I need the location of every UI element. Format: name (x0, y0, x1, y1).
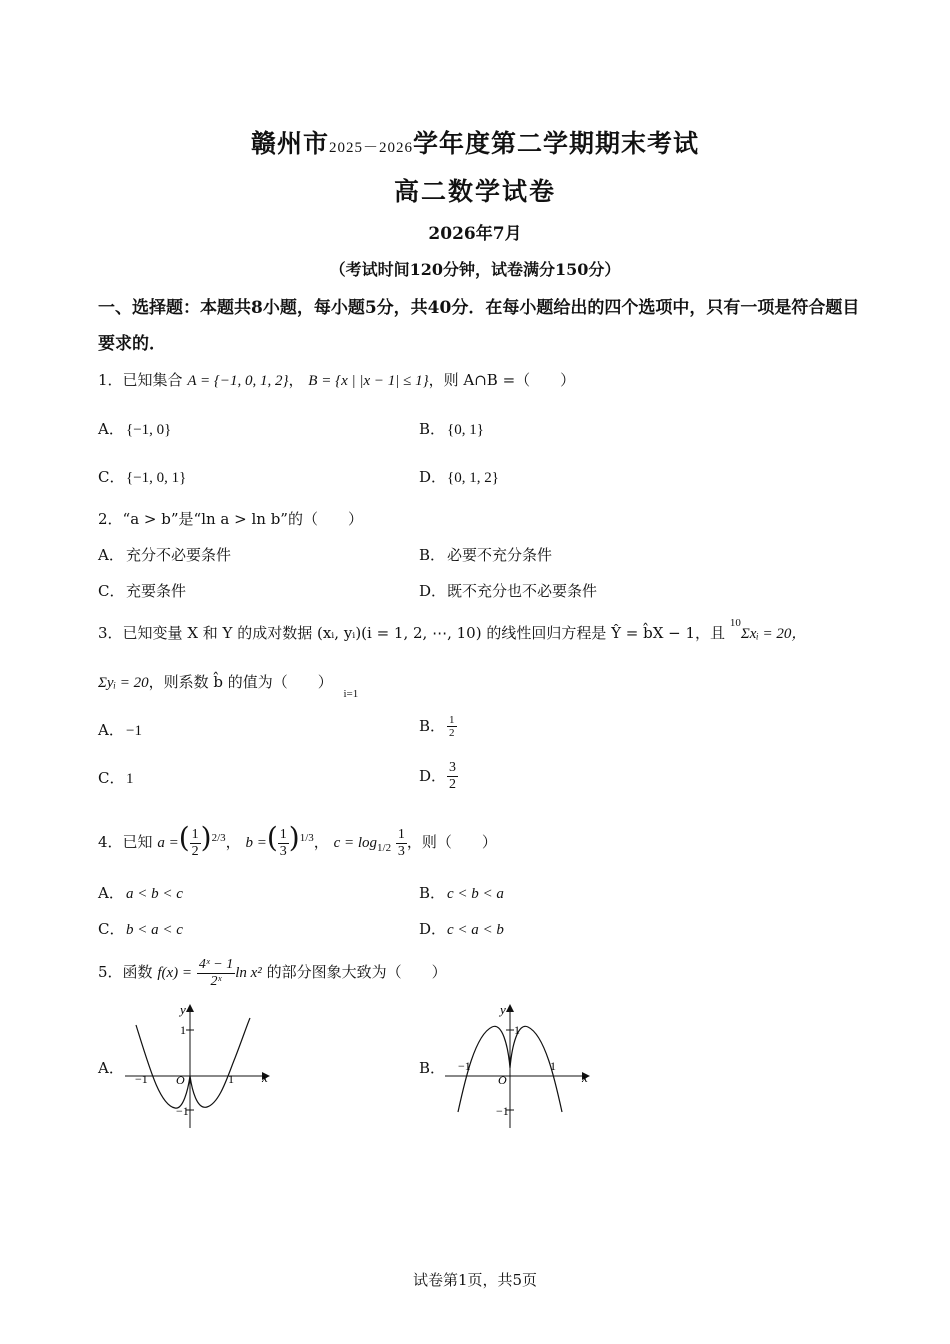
tick-label: 1 (180, 1023, 186, 1037)
q2-text: “a > b”是“ln a > ln b”的（ ） (122, 510, 363, 528)
exam-title (0, 124, 950, 160)
option-text: {0, 1} (447, 422, 484, 438)
q1-post: ，则 A∩B =（ ） (428, 371, 576, 389)
tick-label: −1 (458, 1059, 471, 1073)
tick-label: −1 (176, 1104, 189, 1118)
q5-graph-a[interactable] (120, 1000, 280, 1135)
q4-c-eq: c = log (333, 835, 378, 851)
q4-b-exp: 1/3 (299, 832, 314, 844)
option-label: A． (98, 1059, 124, 1077)
q5-post: 的部分图象大致为（ ） (261, 963, 447, 981)
option-label: B． (419, 420, 446, 438)
q1-option-d[interactable] (419, 466, 499, 489)
numerator: 1 (449, 714, 455, 726)
option-text: 1 (126, 771, 134, 787)
numerator: 3 (449, 760, 456, 775)
tick-label: 1 (514, 1023, 520, 1037)
q4-option-b[interactable] (419, 882, 504, 905)
title-years: 2025－2026 (328, 140, 413, 156)
question-1 (98, 369, 575, 392)
comma: ， (225, 833, 241, 851)
origin-label: O (498, 1073, 507, 1087)
q4-pre: 已知 (122, 833, 153, 851)
section-heading: 一、选择题：本题共8小题，每小题5分，共40分．在每小题给出的四个选项中，只有一项是符合题目要求的． (98, 298, 860, 354)
q4-c-sub: 1/2 (377, 842, 392, 854)
denominator: 2 (191, 843, 199, 859)
q1-option-c[interactable] (98, 466, 186, 489)
x-label: x (582, 1070, 588, 1085)
question-2 (98, 508, 363, 530)
q5-fx: f(x) = (157, 965, 193, 981)
fraction (447, 714, 457, 739)
option-text: c < a < b (447, 922, 504, 938)
question-3-line-2 (98, 671, 359, 700)
denominator: 2ˣ (210, 973, 222, 989)
exam-date: 2026年7月 (428, 224, 522, 244)
q2-option-c[interactable] (98, 580, 186, 602)
option-label: D． (419, 582, 447, 600)
option-label: B． (419, 884, 446, 902)
option-label: B． (419, 1059, 446, 1077)
numerator: 1 (279, 826, 287, 842)
q2-number: 2． (98, 510, 123, 528)
option-text: −1 (126, 723, 142, 739)
title-city: 赣州市 (250, 129, 329, 158)
option-text: {−1, 0} (126, 422, 172, 438)
q4-b-base (278, 827, 289, 860)
q5-frac (197, 957, 235, 990)
q1-option-b[interactable] (419, 418, 484, 441)
q1-number: 1． (98, 371, 123, 389)
q5-number: 5． (98, 963, 123, 981)
option-label: A． (98, 884, 124, 902)
option-label: B． (419, 546, 446, 564)
q5-tail: ln x² (235, 965, 262, 981)
q3-option-b[interactable] (419, 714, 457, 739)
q1-pre: 已知集合 (122, 371, 183, 389)
q1-set-a: A = {−1, 0, 1, 2} (187, 373, 289, 389)
numerator: 4ˣ − 1 (198, 956, 234, 972)
option-label: D． (419, 920, 447, 938)
option-label: C． (98, 468, 125, 486)
tick-label: 1 (550, 1059, 556, 1073)
option-text: 充分不必要条件 (126, 546, 232, 564)
option-text: {0, 1, 2} (447, 470, 499, 486)
q2-option-a[interactable] (98, 544, 231, 566)
denominator: 3 (397, 843, 405, 859)
q2-option-b[interactable] (419, 544, 552, 566)
tick-label: −1 (496, 1104, 509, 1118)
q4-a-exp: 2/3 (211, 832, 226, 844)
tick-label: −1 (135, 1072, 148, 1086)
q3-line2-rest: ，则系数 b̂ 的值为（ ） (148, 673, 333, 691)
question-5 (98, 952, 447, 993)
q3-option-d[interactable] (419, 760, 458, 793)
option-label: B． (419, 716, 446, 735)
q1-sep: ， (288, 371, 304, 389)
q5-pre: 函数 (122, 963, 153, 981)
x-label: x (262, 1070, 268, 1085)
denominator: 2 (449, 727, 455, 739)
q4-b-eq: b = (245, 835, 267, 851)
option-text: 充要条件 (126, 582, 187, 600)
option-label: C． (98, 769, 125, 787)
comma: ， (313, 833, 329, 851)
option-text: {−1, 0, 1} (126, 470, 187, 486)
option-label: C． (98, 582, 125, 600)
q4-a-eq: a = (157, 835, 179, 851)
curve (136, 1018, 250, 1108)
option-text: a < b < c (126, 886, 183, 902)
option-label: A． (98, 420, 124, 438)
title-rest: 学年度第二学期期末考试 (413, 129, 700, 158)
option-text: 必要不充分条件 (447, 546, 553, 564)
option-label: C． (98, 920, 125, 938)
option-label: A． (98, 721, 124, 739)
q3-sum-y: Σyᵢ = 20 (98, 675, 149, 691)
question-4: 4．已知 a =( $\frac{1}{2}$ )$^{2/3}$， b =( $\frac{1}{3}$ )$^{1/3}$， $c = \log_{1/2}$ $\frac{1}{3}$ ，则（ ） (98, 821, 497, 859)
q5-graph-b[interactable] (440, 1000, 600, 1135)
q1-set-b: B = {x | |x − 1| ≤ 1} (308, 373, 429, 389)
q2-option-d[interactable] (419, 580, 597, 602)
y-label: y (180, 1002, 186, 1017)
question-3-line-1 (98, 617, 807, 646)
exam-subtitle: 高二数学试卷 (393, 177, 556, 206)
denominator: 3 (279, 843, 287, 859)
q3-number: 3． (98, 624, 123, 642)
page-footer: 试卷第1页，共5页 (412, 1271, 538, 1289)
q4-option-d[interactable] (419, 918, 504, 941)
q4-option-a[interactable] (98, 882, 183, 905)
q1-option-a[interactable] (98, 418, 171, 441)
numerator: 1 (397, 826, 405, 842)
numerator: 1 (191, 826, 199, 842)
option-label: A． (98, 546, 124, 564)
option-label: D． (419, 766, 447, 785)
q3-option-a[interactable] (98, 719, 142, 742)
q4-c-frac (396, 827, 407, 860)
q3-sum-upper: 10 (729, 617, 741, 629)
option-text: 既不充分也不必要条件 (447, 582, 598, 600)
q4-option-c[interactable] (98, 918, 183, 941)
q4-post: ，则（ ） (406, 833, 497, 851)
option-label: D． (419, 468, 447, 486)
fraction (447, 760, 458, 793)
q3-option-c[interactable] (98, 767, 134, 790)
q3-sum-lower: i=1 (343, 688, 359, 700)
q4-number: 4． (98, 833, 123, 851)
q4-a-base (190, 827, 201, 860)
q3-line1: 已知变量 X 和 Y 的成对数据 (xᵢ, yᵢ)(i = 1, 2, ⋯, 10) 的线性回归方程是 Ŷ = b̂X − 1，且 (122, 624, 726, 642)
origin-label: O (176, 1073, 185, 1087)
option-text: b < a < c (126, 922, 183, 938)
y-label: y (500, 1002, 506, 1017)
denominator: 2 (449, 777, 456, 792)
q3-sum-x: Σxᵢ = 20， (740, 626, 807, 642)
option-text: c < b < a (447, 886, 504, 902)
tick-label: 1 (228, 1072, 234, 1086)
exam-note: （考试时间120分钟，试卷满分150分） (329, 260, 621, 279)
